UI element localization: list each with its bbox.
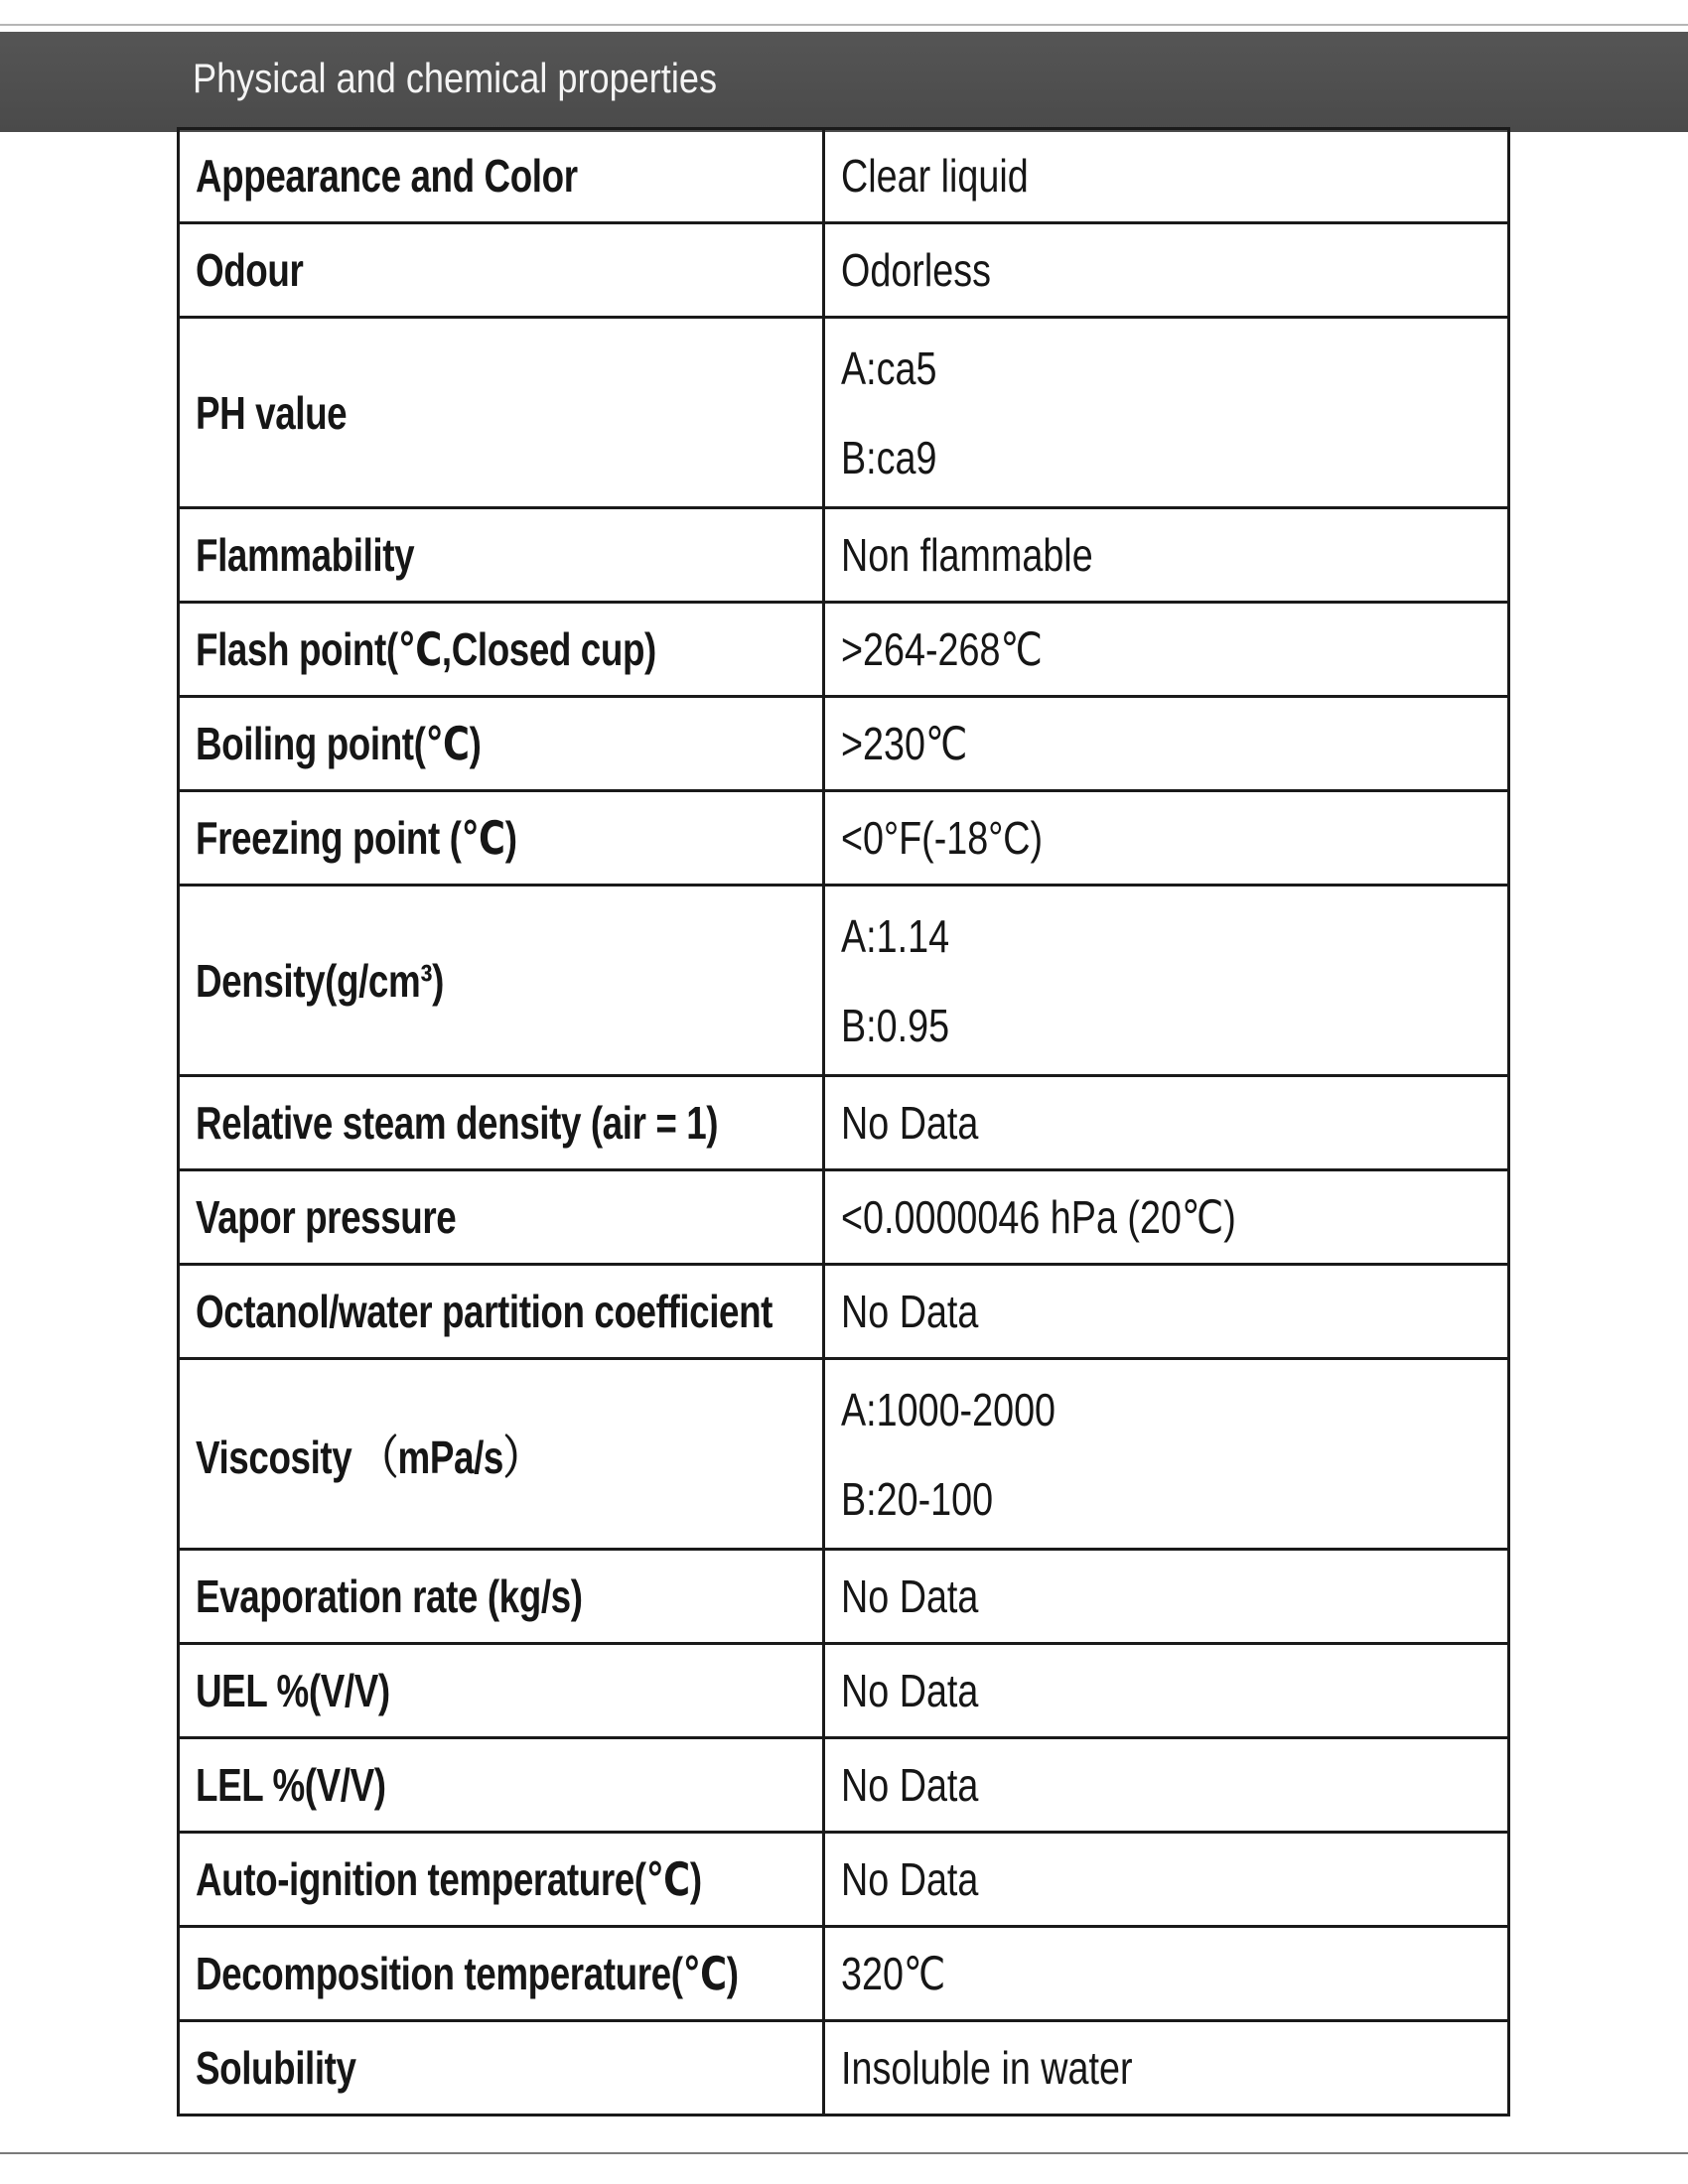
- property-value-cell: [824, 697, 1509, 791]
- table-row: [179, 1550, 1509, 1644]
- table-row: [179, 1738, 1509, 1833]
- property-label-cell: [179, 1833, 824, 1927]
- property-value-cell: [824, 1550, 1509, 1644]
- property-label: Octanol/water partition coefficient: [196, 1286, 774, 1337]
- property-value: No Data: [841, 1759, 979, 1811]
- property-value: Insoluble in water: [841, 2042, 1133, 2094]
- property-value: A:1.14: [841, 909, 950, 962]
- property-label-cell: [179, 1359, 824, 1550]
- property-label: LEL %(V/V): [196, 1759, 386, 1811]
- property-label: Flash point(℃,Closed cup): [196, 623, 656, 675]
- property-label: Odour: [196, 244, 304, 296]
- property-value-cell: [824, 886, 1509, 1076]
- table-row: [179, 1644, 1509, 1738]
- property-value: No Data: [841, 1097, 979, 1149]
- property-label-cell: [179, 318, 824, 508]
- table-row: [179, 223, 1509, 318]
- table-row: [179, 129, 1509, 223]
- property-label-cell: [179, 603, 824, 697]
- property-value-cell: [824, 1265, 1509, 1359]
- property-label-cell: [179, 129, 824, 223]
- property-value: 320℃: [841, 1948, 946, 1999]
- property-value: <0.0000046 hPa (20℃): [841, 1191, 1236, 1243]
- property-label: UEL %(V/V): [196, 1665, 390, 1716]
- property-value: Non flammable: [841, 529, 1093, 581]
- property-value-cell: [824, 2021, 1509, 2116]
- property-value: A:ca5: [841, 341, 937, 394]
- property-value: B:20-100: [841, 1472, 994, 1525]
- table-row: [179, 603, 1509, 697]
- top-rule: [0, 24, 1688, 26]
- table-row: [179, 1359, 1509, 1550]
- property-value: B:0.95: [841, 999, 950, 1051]
- property-value: >264-268℃: [841, 623, 1043, 675]
- table-row: [179, 508, 1509, 603]
- table-row: [179, 2021, 1509, 2116]
- property-value-cell: [824, 1170, 1509, 1265]
- property-label-cell: [179, 1738, 824, 1833]
- property-label: Decomposition temperature(℃): [196, 1948, 739, 1999]
- property-label-cell: [179, 223, 824, 318]
- property-label: Freezing point (℃): [196, 812, 517, 864]
- property-value-cell: [824, 1738, 1509, 1833]
- property-value: No Data: [841, 1853, 979, 1905]
- property-label-cell: [179, 697, 824, 791]
- property-value-cell: [824, 1927, 1509, 2021]
- table-row: [179, 791, 1509, 886]
- table-row: [179, 1927, 1509, 2021]
- property-label: Solubility: [196, 2042, 356, 2094]
- property-label: Flammability: [196, 529, 415, 581]
- property-value-cell: [824, 1644, 1509, 1738]
- property-label: Appearance and Color: [196, 150, 578, 202]
- table-row: [179, 318, 1509, 508]
- property-value-stack: [841, 891, 1491, 1070]
- table-row: [179, 886, 1509, 1076]
- section-title: Physical and chemical properties: [193, 55, 718, 101]
- property-value: No Data: [841, 1570, 979, 1622]
- property-value: >230℃: [841, 718, 968, 769]
- property-label-cell: [179, 791, 824, 886]
- table-row: [179, 1170, 1509, 1265]
- property-label: Vapor pressure: [196, 1191, 457, 1243]
- table-row: [179, 1265, 1509, 1359]
- property-value: Odorless: [841, 244, 991, 296]
- property-value-stack: [841, 1365, 1491, 1544]
- property-value-cell: [824, 318, 1509, 508]
- property-label: PH value: [196, 386, 348, 439]
- property-label: Viscosity （mPa/s）: [196, 1431, 540, 1483]
- table-row: [179, 1076, 1509, 1170]
- property-label-cell: [179, 886, 824, 1076]
- table-row: [179, 1833, 1509, 1927]
- property-value: No Data: [841, 1665, 979, 1716]
- property-value-cell: [824, 129, 1509, 223]
- property-label: Evaporation rate (kg/s): [196, 1570, 583, 1622]
- property-label-cell: [179, 1170, 824, 1265]
- table-row: [179, 697, 1509, 791]
- property-label-cell: [179, 1265, 824, 1359]
- bottom-rule: [0, 2152, 1688, 2154]
- property-label-cell: [179, 1550, 824, 1644]
- property-value: <0°F(-18°C): [841, 812, 1044, 864]
- property-label-cell: [179, 1927, 824, 2021]
- property-value-cell: [824, 508, 1509, 603]
- property-label: Boiling point(℃): [196, 718, 482, 769]
- properties-table-body: [179, 129, 1509, 2116]
- property-value-cell: [824, 1833, 1509, 1927]
- property-value: B:ca9: [841, 431, 937, 483]
- properties-table: [177, 127, 1510, 2116]
- property-label: Relative steam density (air = 1): [196, 1097, 719, 1149]
- property-label-cell: [179, 1076, 824, 1170]
- property-value-cell: [824, 1359, 1509, 1550]
- property-label: Auto-ignition temperature(℃): [196, 1853, 702, 1905]
- property-label-cell: [179, 1644, 824, 1738]
- property-value-cell: [824, 603, 1509, 697]
- property-label-cell: [179, 2021, 824, 2116]
- property-value-stack: [841, 324, 1491, 502]
- property-value: Clear liquid: [841, 150, 1029, 202]
- property-label: Density(g/cm³): [196, 954, 444, 1007]
- property-value: No Data: [841, 1286, 979, 1337]
- property-value-cell: [824, 1076, 1509, 1170]
- property-value-cell: [824, 791, 1509, 886]
- property-value: A:1000-2000: [841, 1383, 1056, 1435]
- section-header: [0, 32, 1688, 132]
- property-value-cell: [824, 223, 1509, 318]
- property-label-cell: [179, 508, 824, 603]
